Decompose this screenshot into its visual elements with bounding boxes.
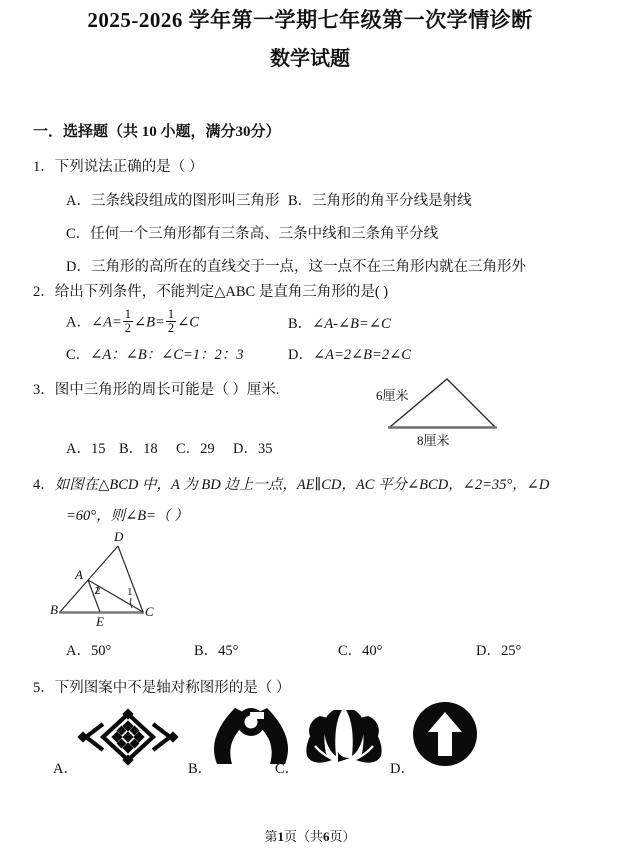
option-text: 三条线段组成的图形叫三角形: [90, 193, 280, 209]
option-text: 35: [257, 441, 273, 457]
question-4-stem-line2: [66, 504, 189, 525]
question-2-option-c[interactable]: [66, 343, 244, 364]
question-4-number: 4．: [33, 477, 55, 493]
option-label: D．: [66, 259, 91, 275]
option-label: D．: [233, 441, 258, 457]
vertex-label-c: C: [145, 604, 154, 619]
option-text: 任何一个三角形都有三条高、三条中线和三条角平分线: [90, 226, 439, 242]
question-3-text: 图中三角形的周长可能是（ ）厘米.: [54, 382, 280, 398]
footer-page-number: 1: [277, 829, 284, 844]
question-5-text: 下列图案中不是轴对称图形的是（ ）: [54, 680, 291, 696]
section-heading: 一．选择题（共 10 小题，满分30分）: [33, 124, 281, 140]
question-5-choice-c-label[interactable]: C．: [275, 761, 300, 777]
question-1-number: 1．: [33, 159, 55, 175]
option-label: C．: [338, 643, 363, 659]
option-label: B．: [288, 316, 313, 332]
page-subtitle: 数学试题: [270, 48, 350, 70]
question-1-option-c[interactable]: [66, 222, 438, 243]
option-text: 40°: [362, 643, 383, 659]
option-label: A．: [66, 441, 91, 457]
option-text: 18: [143, 441, 158, 457]
question-1-option-b[interactable]: [288, 189, 472, 210]
option-expr-post: ∠C: [177, 314, 199, 331]
angle-label-1: 1: [127, 586, 133, 598]
triangle-figure-svg: [370, 370, 565, 455]
question-5-number: 5．: [33, 680, 55, 696]
petal-flower-logo-icon[interactable]: [298, 706, 390, 768]
question-1-option-a[interactable]: [66, 189, 279, 210]
side-label-base: 8厘米: [417, 433, 450, 448]
segment-bd: [60, 546, 118, 612]
question-5-choice-a-label[interactable]: A．: [53, 761, 78, 777]
option-text: 29: [200, 441, 215, 457]
angle-label-2: 2: [95, 585, 101, 597]
option-label: D．: [288, 347, 313, 363]
vertex-label-b: B: [50, 602, 58, 617]
question-1-option-d[interactable]: [66, 255, 526, 276]
vertex-label-a: A: [75, 567, 83, 582]
question-2-option-b[interactable]: [288, 312, 391, 333]
question-4-option-a[interactable]: [66, 639, 111, 660]
option-text: 25°: [500, 643, 522, 659]
question-2-option-a[interactable]: [66, 308, 199, 335]
option-text: 三角形的高所在的直线交于一点，这一点不在三角形内就在三角形外: [90, 259, 526, 275]
option-text: ∠A‑∠B=∠C: [312, 316, 391, 332]
question-1-stem: [33, 155, 203, 176]
option-label: B．: [288, 193, 313, 209]
question-3-stem: [33, 378, 280, 399]
question-4-text-line1: 如图在△BCD 中，A 为 BD 边上一点，AE∥CD，AC 平分∠BCD，∠2=35°，∠D: [54, 477, 550, 493]
question-3-option-a[interactable]: [66, 437, 105, 458]
question-2-text: 给出下列条件，不能判定△ABC 是直角三角形的是( ): [54, 284, 389, 300]
question-4-stem-line1: [33, 473, 549, 494]
question-2-stem: [33, 280, 388, 301]
option-label: C．: [176, 441, 201, 457]
option-label: B．: [119, 441, 144, 457]
page-title: 2025-2026 学年第一学期七年级第一次学情诊断: [87, 8, 533, 32]
option-text: 三角形的角平分线是射线: [312, 193, 472, 209]
question-2-number: 2．: [33, 284, 55, 300]
option-text: ∠A=2∠B=2∠C: [312, 347, 411, 363]
option-text: 50°: [90, 643, 112, 659]
up-arrow-in-circle-icon[interactable]: [411, 700, 479, 768]
fraction-one-half-second: $\frac{1}{2}$: [167, 307, 175, 335]
vertex-label-d: D: [114, 529, 124, 544]
question-5-choice-d-label[interactable]: D．: [390, 761, 415, 777]
question-3-option-d[interactable]: [233, 437, 272, 458]
side-label-left: 6厘米: [376, 388, 409, 403]
option-label: A．: [66, 314, 91, 331]
option-label: D．: [476, 643, 501, 659]
diamond-lattice-ornament-icon[interactable]: [69, 706, 187, 768]
question-5-choice-b-label[interactable]: B．: [188, 761, 213, 777]
page-footer: [0, 826, 620, 845]
question-3-option-c[interactable]: [176, 437, 215, 458]
option-label: A．: [66, 643, 91, 659]
question-4-option-d[interactable]: [476, 639, 521, 660]
option-label: C．: [66, 347, 91, 363]
question-4-figure: [52, 528, 167, 633]
option-label: C．: [66, 226, 91, 242]
footer-suffix: 页）: [329, 829, 356, 844]
angle-1-arc: [131, 598, 132, 608]
footer-prefix: 第: [264, 829, 278, 844]
footer-total-pages: 6: [323, 829, 330, 844]
question-3-option-b[interactable]: [119, 437, 158, 458]
option-text: ∠A：∠B：∠C=1：2：3: [90, 347, 244, 363]
fraction-one-half-first: $\frac{1}{2}$: [124, 307, 132, 335]
option-expr-pre: ∠A=: [90, 314, 122, 331]
question-3-number: 3．: [33, 382, 55, 398]
option-label: A．: [66, 193, 91, 209]
question-4-option-b[interactable]: [194, 639, 238, 660]
option-text: 15: [90, 441, 106, 457]
question-1-text: 下列说法正确的是（ ）: [54, 159, 204, 175]
footer-middle: 页（共: [283, 829, 323, 844]
question-4-option-c[interactable]: [338, 639, 382, 660]
question-4-text-line2: =60°，则∠B=（ ）: [66, 508, 189, 524]
vertex-label-e: E: [96, 614, 104, 629]
option-label: B．: [194, 643, 219, 659]
question-3-figure: [370, 370, 565, 455]
question-2-option-d[interactable]: [288, 343, 411, 364]
option-text: 45°: [218, 643, 239, 659]
option-expr-mid: ∠B=: [134, 314, 165, 331]
